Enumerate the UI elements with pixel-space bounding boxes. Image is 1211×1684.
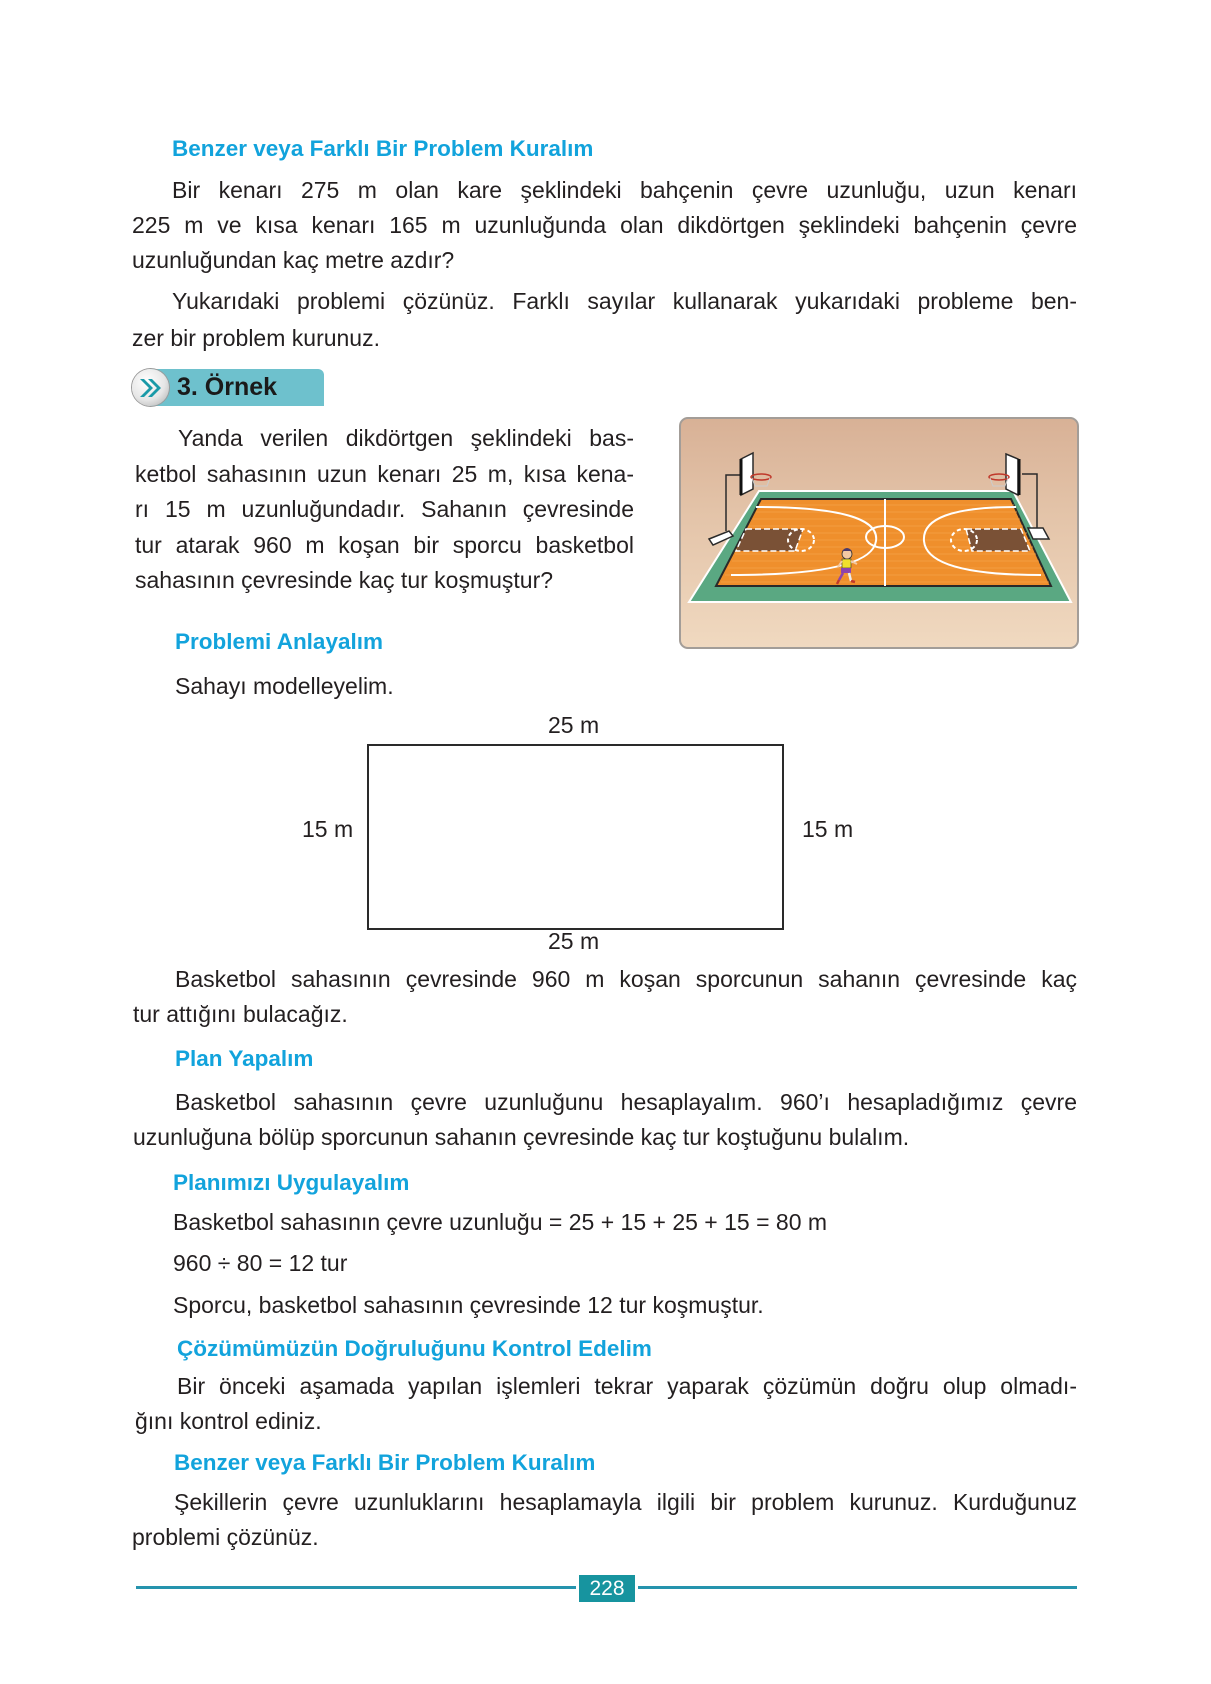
paragraph-line: Şekillerin çevre uzunluklarını hesaplamayla ilgili bir problem kurunuz. Kurduğunuz [174, 1489, 1077, 1515]
footer-rule-right [638, 1586, 1077, 1589]
problem-line: tur atarak 960 m koşan bir sporcu basketbol [135, 532, 634, 558]
dimension-label-top: 25 m [548, 712, 600, 738]
paragraph-line: Bir kenarı 275 m olan kare şeklindeki bahçenin çevre uzunluğu, uzun kenarı [172, 177, 1077, 203]
footer-rule-left [136, 1586, 576, 1589]
double-chevron-right-icon [132, 369, 169, 406]
paragraph-line: Basketbol sahasının çevresinde 960 m koşan sporcunun sahanın çevresinde kaç [175, 966, 1077, 992]
section-heading-understand: Problemi Anlayalım [175, 629, 383, 654]
paragraph-line: uzunluğundan kaç metre azdır? [132, 247, 455, 273]
paragraph-line: tur attığını bulacağız. [133, 1001, 348, 1027]
paragraph-line: Sahayı modelleyelim. [175, 673, 394, 699]
section-heading-apply: Planımızı Uygulayalım [173, 1170, 410, 1195]
paragraph-line: zer bir problem kurunuz. [132, 325, 380, 351]
basketball-court-illustration [679, 417, 1079, 649]
calculation-line: 960 ÷ 80 = 12 tur [173, 1250, 348, 1276]
example-title: 3. Örnek [177, 373, 278, 401]
paragraph-line: Basketbol sahasının çevre uzunluğunu hesaplayalım. 960’ı hesapladığımız çevre [175, 1089, 1077, 1115]
paragraph-line: Bir önceki aşamada yapılan işlemleri tekrar yaparak çözümün doğru olup olmadı- [177, 1373, 1077, 1399]
problem-line: Yanda verilen dikdörtgen şeklindeki bas- [178, 425, 634, 451]
section-heading-plan: Plan Yapalım [175, 1046, 314, 1071]
problem-line: ketbol sahasının uzun kenarı 25 m, kısa kena- [135, 461, 634, 487]
problem-line: rı 15 m uzunluğundadır. Sahanın çevresinde [135, 496, 634, 522]
section-heading-check: Çözümümüzün Doğruluğunu Kontrol Edelim [177, 1336, 652, 1361]
paragraph-line: uzunluğuna bölüp sporcunun sahanın çevresinde kaç tur koştuğunu bulalım. [133, 1124, 910, 1150]
example-badge [132, 369, 324, 406]
result-line: Sporcu, basketbol sahasının çevresinde 12 tur koşmuştur. [173, 1292, 764, 1318]
paragraph-line: problemi çözünüz. [132, 1524, 319, 1550]
paragraph-line: 225 m ve kısa kenarı 165 m uzunluğunda olan dikdörtgen şeklindeki bahçenin çevre [132, 212, 1077, 238]
calculation-line: Basketbol sahasının çevre uzunluğu = 25 + 15 + 25 + 15 = 80 m [173, 1209, 828, 1235]
section-heading-similar-problem: Benzer veya Farklı Bir Problem Kuralım [172, 136, 594, 161]
section-heading-similar-problem-final: Benzer veya Farklı Bir Problem Kuralım [174, 1450, 596, 1475]
dimension-label-right: 15 m [802, 816, 854, 842]
left-paint-area [736, 529, 803, 551]
problem-line: sahasının çevresinde kaç tur koşmuştur? [135, 567, 554, 593]
court-rectangle-model [367, 744, 784, 930]
right-paint-area [966, 529, 1030, 551]
dimension-label-bottom: 25 m [548, 928, 600, 954]
paragraph-line: Yukarıdaki problemi çözünüz. Farklı sayılar kullanarak yukarıdaki probleme ben- [172, 288, 1077, 314]
page-number: 228 [579, 1575, 635, 1602]
paragraph-line: ğını kontrol ediniz. [135, 1408, 322, 1434]
dimension-label-left: 15 m [302, 816, 354, 842]
